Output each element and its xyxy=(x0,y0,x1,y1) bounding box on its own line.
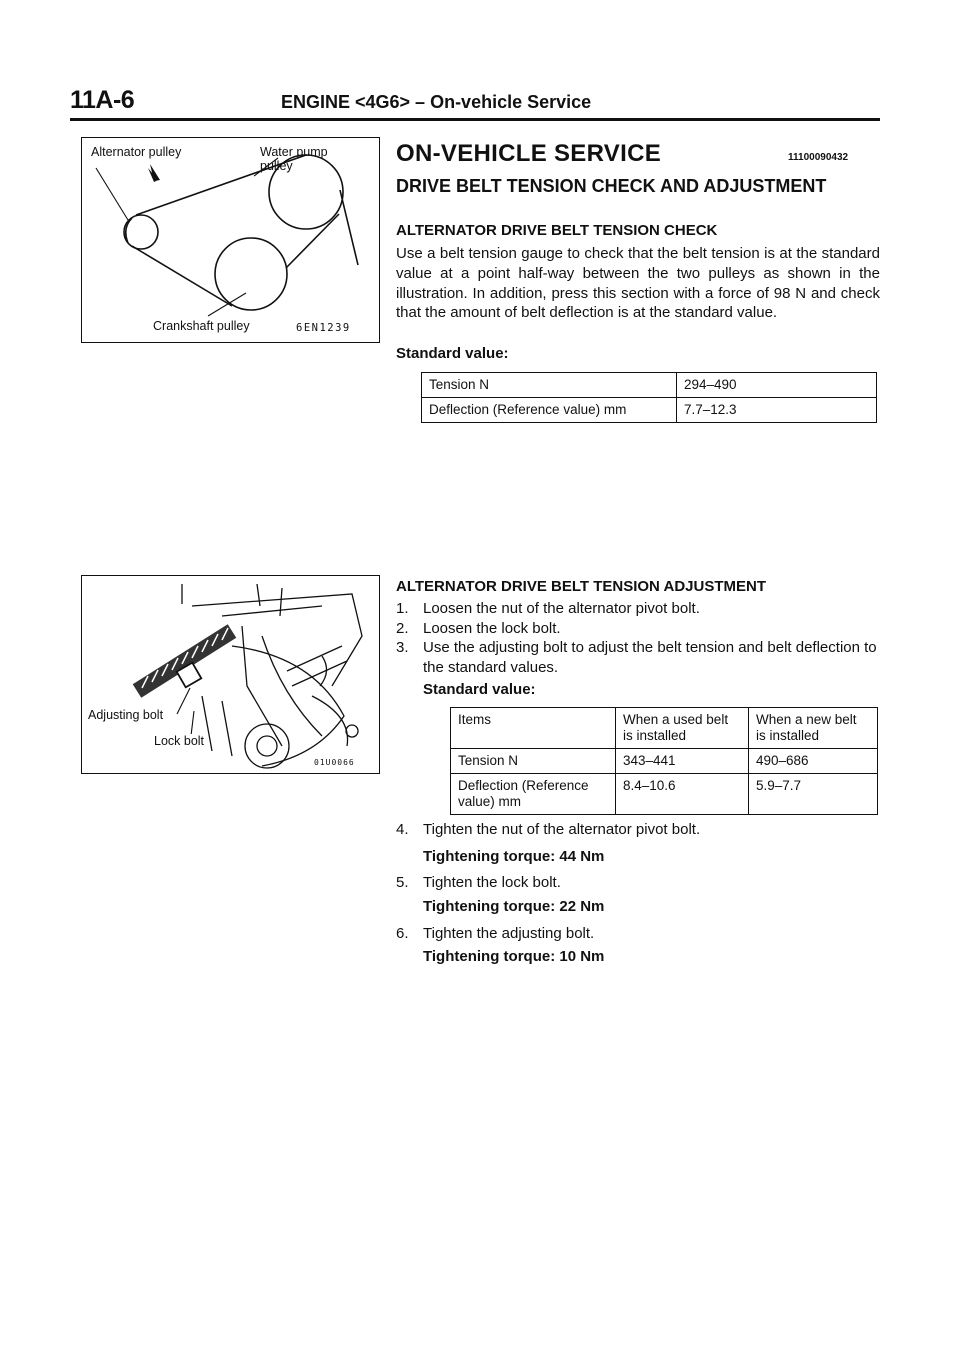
step-3 xyxy=(396,638,880,678)
figure-code: 01U0066 xyxy=(314,758,355,767)
adjusting-bolt-figure xyxy=(81,575,380,774)
step-text: Loosen the lock bolt. xyxy=(423,620,561,637)
page-number: 11A-6 xyxy=(70,86,135,114)
step-number: 3. xyxy=(396,639,409,656)
table-cell: 490–686 xyxy=(749,749,878,774)
alternator-mounting-diagram xyxy=(82,576,379,773)
table-cell: 8.4–10.6 xyxy=(616,774,749,815)
table-cell: Deflection (Reference value) mm xyxy=(422,398,677,423)
section-title: ON-VEHICLE SERVICE xyxy=(396,140,662,167)
adjusting-bolt-label: Adjusting bolt xyxy=(88,708,164,722)
step-1 xyxy=(396,599,880,619)
table-row xyxy=(422,398,877,423)
check-standard-label: Standard value: xyxy=(396,345,509,362)
subsection-title: DRIVE BELT TENSION CHECK AND ADJUSTMENT xyxy=(396,176,827,196)
alternator-pulley-label: Alternator pulley xyxy=(91,145,182,159)
step-6 xyxy=(396,924,880,944)
table-header-row xyxy=(451,708,878,749)
check-paragraph: Use a belt tension gauge to check that the belt tension is at the standard value at a point half-way between the two pulleys as shown in the illustration. In addition, press this section with a force of 98 N and check that the amount of belt deflection is at the standard value. xyxy=(396,245,880,322)
step-text: Tighten the nut of the alternator pivot bolt. xyxy=(423,821,701,838)
step-text: Tighten the adjusting bolt. xyxy=(423,925,595,942)
table-cell: Deflection (Reference value) mm xyxy=(451,774,616,815)
table-cell: Tension N xyxy=(422,373,677,398)
header-divider xyxy=(70,118,880,121)
step-5 xyxy=(396,873,880,893)
step-4 xyxy=(396,820,880,840)
water-pump-pulley-label: Water pump pulley xyxy=(260,145,328,173)
adjust-standard-label: Standard value: xyxy=(423,681,536,698)
belt-routing-figure xyxy=(81,137,380,343)
table-cell: 5.9–7.7 xyxy=(749,774,878,815)
table-cell: 7.7–12.3 xyxy=(677,398,877,423)
check-spec-table xyxy=(421,372,877,423)
table-cell: 343–441 xyxy=(616,749,749,774)
table-cell: 294–490 xyxy=(677,373,877,398)
table-row xyxy=(451,774,878,815)
step-number: 2. xyxy=(396,620,409,637)
step-number: 4. xyxy=(396,821,409,838)
step-number: 5. xyxy=(396,874,409,891)
step-text: Tighten the lock bolt. xyxy=(423,874,561,891)
lock-bolt-label: Lock bolt xyxy=(154,734,205,748)
page-header-title: ENGINE <4G6> – On-vehicle Service xyxy=(281,92,592,112)
step-number: 6. xyxy=(396,925,409,942)
table-header-cell: When a used belt is installed xyxy=(616,708,749,749)
table-row xyxy=(451,749,878,774)
adjust-spec-table xyxy=(450,707,878,815)
adjust-heading: ALTERNATOR DRIVE BELT TENSION ADJUSTMENT xyxy=(396,578,767,595)
figure-code: 6EN1239 xyxy=(296,322,351,334)
torque-spec: Tightening torque: 10 Nm xyxy=(423,948,605,965)
check-heading: ALTERNATOR DRIVE BELT TENSION CHECK xyxy=(396,222,718,239)
step-text: Use the adjusting bolt to adjust the belt tension and belt deflection to the standard values. xyxy=(423,639,877,676)
step-2 xyxy=(396,619,880,639)
section-code: 11100090432 xyxy=(788,152,849,163)
torque-spec: Tightening torque: 22 Nm xyxy=(423,898,605,915)
step-text: Loosen the nut of the alternator pivot bolt. xyxy=(423,600,700,617)
torque-spec: Tightening torque: 44 Nm xyxy=(423,848,605,865)
crankshaft-pulley-label: Crankshaft pulley xyxy=(153,319,250,333)
table-row xyxy=(422,373,877,398)
step-number: 1. xyxy=(396,600,409,617)
table-header-cell: When a new belt is installed xyxy=(749,708,878,749)
table-cell: Tension N xyxy=(451,749,616,774)
table-header-cell: Items xyxy=(451,708,616,749)
